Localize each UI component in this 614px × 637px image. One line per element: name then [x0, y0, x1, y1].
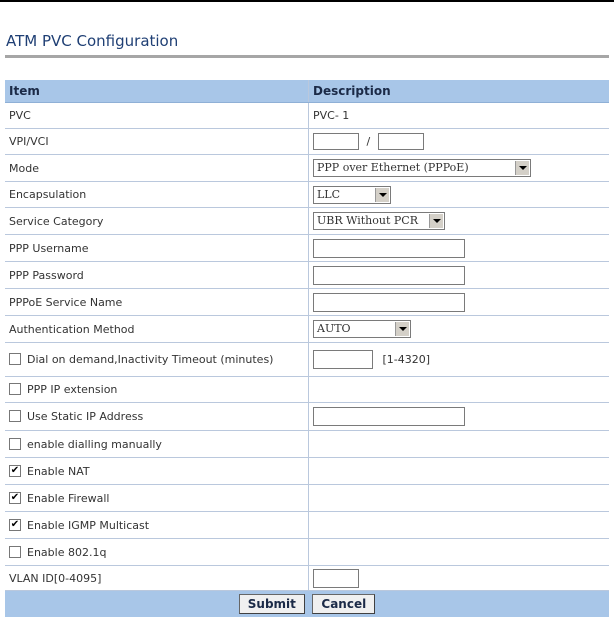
enable-igmp-checkbox[interactable]: ✔	[10, 518, 20, 530]
mode-select[interactable]	[313, 159, 531, 177]
service-category-label: Service Category	[9, 214, 104, 228]
enable-nat-checkbox[interactable]: ✔	[10, 464, 20, 476]
button-bar	[5, 591, 609, 618]
vpi-vci-separator: /	[366, 134, 371, 148]
service-category-selected-value: UBR Without PCR	[317, 214, 418, 227]
ppp-ip-extension-label: PPP IP extension	[27, 383, 118, 396]
mode-label: Mode	[9, 161, 39, 175]
enable-8021q-label: Enable 802.1q	[27, 545, 107, 559]
dial-on-demand-checkbox[interactable]	[9, 353, 21, 365]
chevron-down-icon[interactable]	[515, 161, 529, 175]
inactivity-timeout-input[interactable]	[313, 350, 373, 369]
ppp-ip-extension-checkbox[interactable]	[9, 383, 21, 395]
static-ip-label: Use Static IP Address	[27, 410, 144, 423]
vci-input[interactable]	[378, 133, 424, 150]
row-enable-8021q	[5, 539, 609, 566]
row-ppp-username	[5, 235, 609, 262]
enable-firewall-checkbox[interactable]: ✔	[10, 491, 20, 503]
auth-method-selected-value: AUTO	[317, 322, 351, 335]
mode-selected-value: PPP over Ethernet (PPPoE)	[317, 161, 469, 174]
row-enable-firewall	[5, 485, 609, 512]
auth-method-select[interactable]	[313, 320, 411, 338]
ppp-username-label: PPP Username	[9, 241, 89, 255]
dial-on-demand-label: Dial on demand,Inactivity Timeout (minutes)	[27, 352, 274, 366]
auth-method-label: Authentication Method	[9, 322, 135, 336]
row-enable-nat	[5, 458, 609, 485]
row-pvc	[5, 103, 609, 129]
encapsulation-label: Encapsulation	[9, 188, 87, 201]
encapsulation-selected-value: LLC	[317, 187, 341, 201]
column-header-description: Description	[309, 80, 610, 103]
row-pppoe-service-name	[5, 289, 609, 316]
vlan-id-input[interactable]	[313, 569, 359, 588]
submit-button[interactable]: Submit	[239, 594, 305, 614]
pvc-config-table	[5, 80, 609, 617]
row-auth-method	[5, 316, 609, 343]
row-dial-manually	[5, 431, 609, 458]
column-header-item: Item	[5, 80, 309, 103]
ppp-password-label: PPP Password	[9, 268, 84, 282]
cancel-button[interactable]: Cancel	[312, 594, 375, 614]
row-enable-igmp	[5, 512, 609, 539]
title-divider	[5, 55, 609, 58]
chevron-down-icon[interactable]	[375, 188, 389, 202]
row-mode	[5, 155, 609, 182]
enable-firewall-label: Enable Firewall	[27, 491, 110, 505]
pppoe-service-name-input[interactable]	[313, 293, 465, 312]
row-ppp-ip-extension	[5, 377, 609, 403]
row-vpi-vci	[5, 129, 609, 155]
vpi-input[interactable]	[313, 133, 359, 150]
page-title: ATM PVC Configuration	[6, 32, 179, 50]
row-ppp-password	[5, 262, 609, 289]
pvc-label: PVC	[9, 109, 31, 122]
static-ip-checkbox[interactable]	[9, 410, 21, 422]
enable-nat-label: Enable NAT	[27, 464, 90, 478]
vpi-vci-label: VPI/VCI	[9, 135, 49, 148]
service-category-select[interactable]	[313, 212, 445, 230]
top-border	[0, 0, 614, 2]
row-static-ip	[5, 403, 609, 431]
inactivity-timeout-range: [1-4320]	[382, 352, 431, 366]
vlan-id-label: VLAN ID[0-4095]	[9, 571, 102, 585]
encapsulation-select[interactable]	[313, 186, 391, 204]
pvc-value: PVC- 1	[313, 109, 350, 122]
chevron-down-icon[interactable]	[429, 214, 443, 228]
row-vlan-id	[5, 566, 609, 591]
enable-8021q-checkbox[interactable]	[9, 546, 21, 558]
table-header	[5, 80, 609, 103]
enable-igmp-label: Enable IGMP Multicast	[27, 518, 150, 532]
row-dial-on-demand	[5, 343, 609, 377]
row-service-category	[5, 208, 609, 235]
dial-manually-checkbox[interactable]	[9, 438, 21, 450]
row-encapsulation	[5, 182, 609, 208]
ppp-username-input[interactable]	[313, 239, 465, 258]
chevron-down-icon[interactable]	[395, 322, 409, 336]
static-ip-input[interactable]	[313, 407, 465, 426]
pppoe-service-name-label: PPPoE Service Name	[9, 295, 123, 309]
dial-manually-label: enable dialling manually	[27, 437, 162, 451]
ppp-password-input[interactable]	[313, 266, 465, 285]
